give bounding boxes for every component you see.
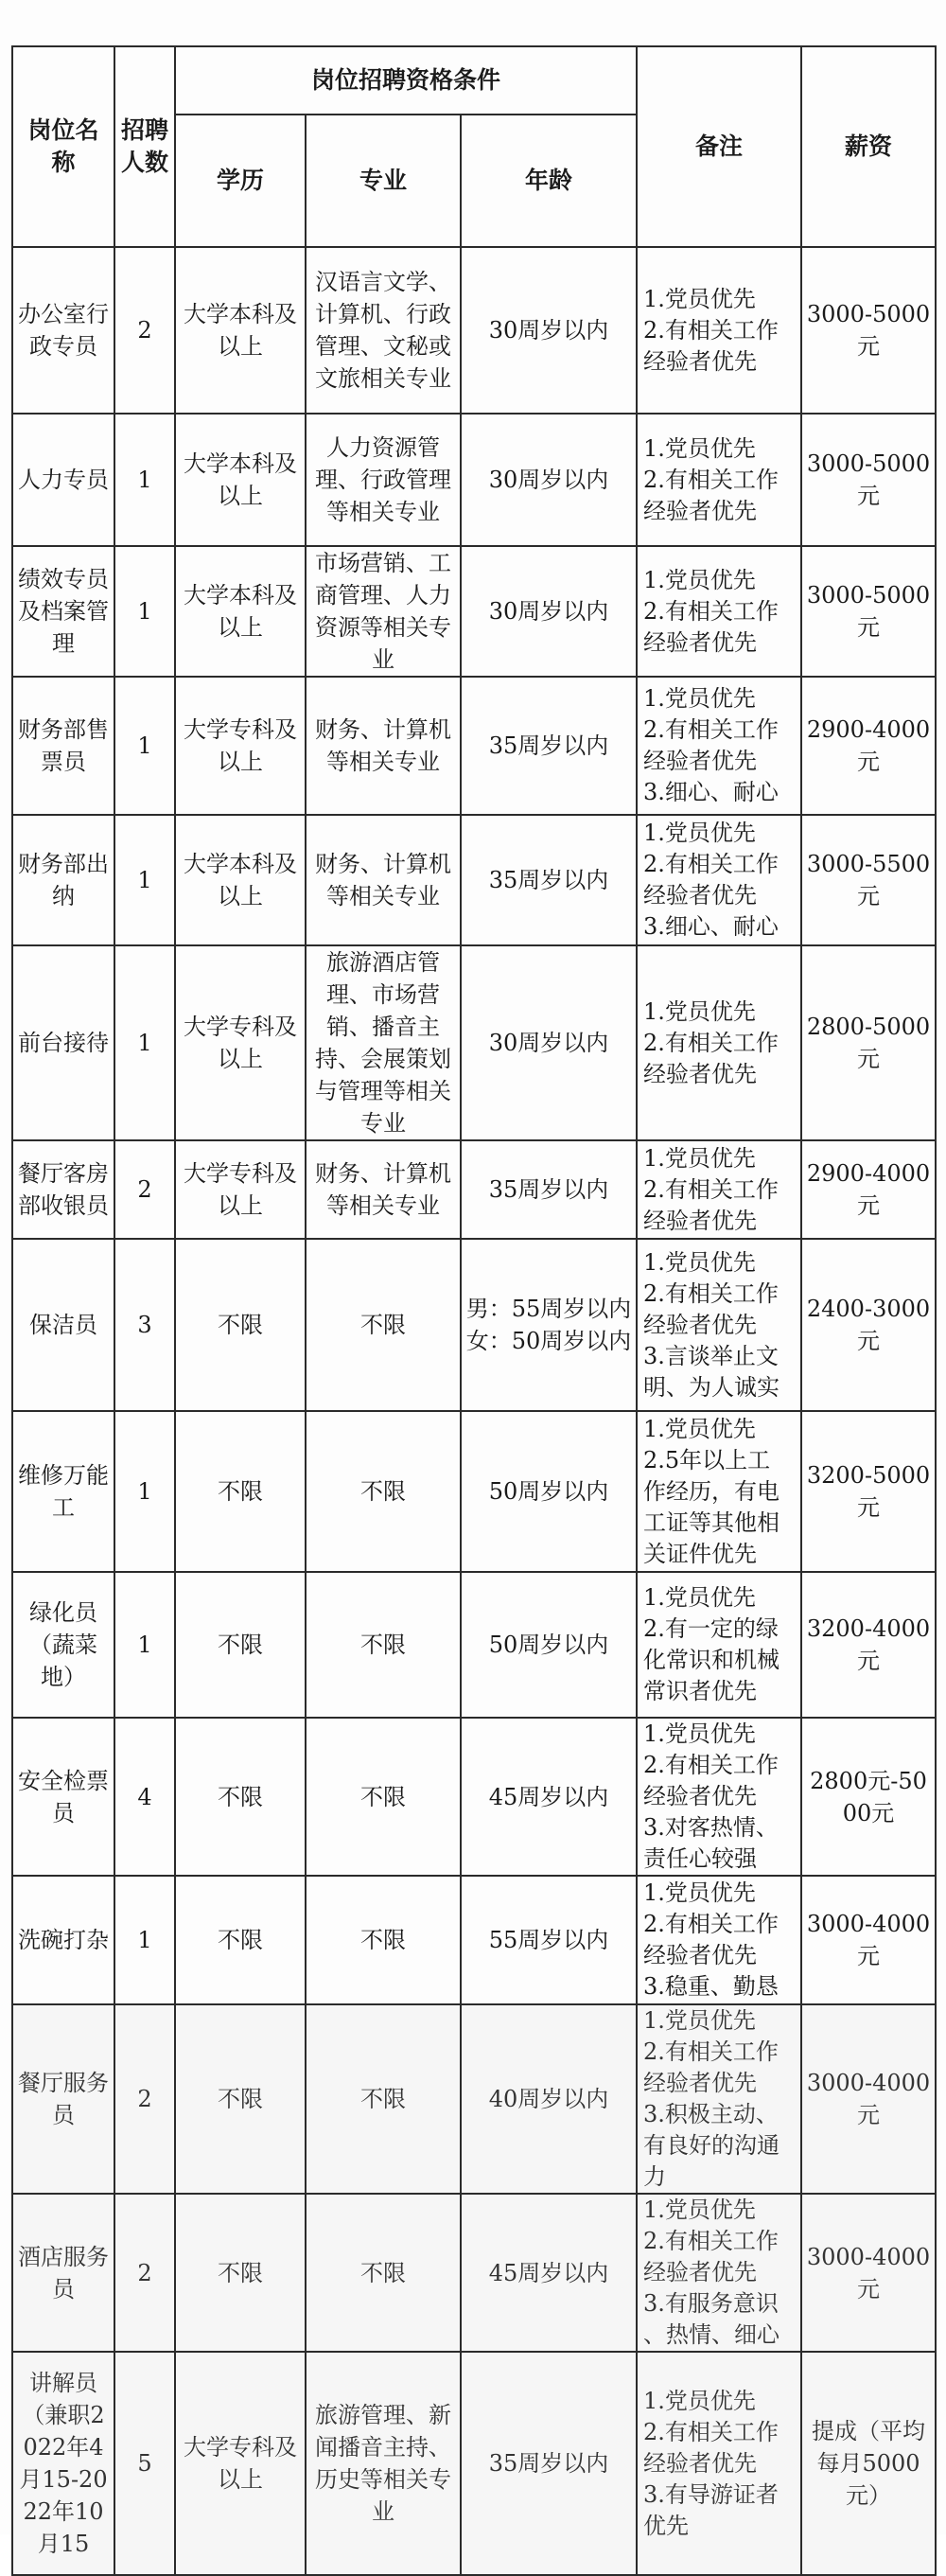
remark-line: 1.党员优先 (643, 285, 756, 312)
header-education: 学历 (175, 115, 306, 247)
remark-line: 2.有相关工作 (643, 597, 779, 625)
salary-cell: 3200-5000元 (801, 1411, 936, 1572)
remark-line: 1.党员优先 (643, 1584, 756, 1611)
position-cell: 安全检票员 (12, 1718, 114, 1876)
age-cell: 50周岁以内 (461, 1572, 637, 1718)
headcount-cell: 2 (114, 1140, 175, 1239)
remark-line: 2.有相关工作 (643, 1175, 779, 1203)
remark-line: 工证等其他相 (643, 1509, 780, 1536)
age-cell: 55周岁以内 (461, 1876, 637, 2004)
remark-line: 2.有相关工作 (643, 1029, 779, 1056)
remark-line: 优先 (643, 2512, 690, 2539)
education-cell: 不限 (175, 1718, 306, 1876)
headcount-cell: 5 (114, 2352, 175, 2575)
education-cell: 大学本科及以上 (175, 546, 306, 677)
remark-line: 2.5年以上工 (643, 1446, 771, 1473)
remark-line: 2.有相关工作 (643, 2418, 779, 2445)
education-cell: 不限 (175, 1239, 306, 1411)
remark-line: 1.党员优先 (643, 685, 756, 712)
remark-line: 1.党员优先 (643, 2007, 756, 2034)
remark-line: 、热情、细心 (643, 2321, 780, 2348)
remark-line: 经验者优先 (643, 1207, 758, 1234)
headcount-cell: 3 (114, 1239, 175, 1411)
remark-line: 1.党员优先 (643, 1144, 756, 1172)
education-cell: 大学专科及以上 (175, 2352, 306, 2575)
remarks-cell (637, 247, 801, 414)
remark-line: 2.有相关工作 (643, 1752, 779, 1778)
remark-line: 作经历，有电 (643, 1477, 780, 1505)
remark-line: 2.有相关工作 (643, 316, 779, 344)
education-cell: 不限 (175, 1572, 306, 1718)
remarks-cell (637, 945, 801, 1140)
remark-line: 1.党员优先 (643, 434, 756, 462)
remarks-cell (637, 1411, 801, 1572)
age-cell: 35周岁以内 (461, 2352, 637, 2575)
remark-line: 经验者优先 (643, 2070, 758, 2096)
table-row (12, 1411, 936, 1572)
remark-line: 1.党员优先 (643, 566, 756, 593)
remarks-cell (637, 2004, 801, 2194)
table-row (12, 1239, 936, 1411)
age-cell: 50周岁以内 (461, 1411, 637, 1572)
headcount-cell: 1 (114, 1572, 175, 1718)
salary-cell: 3000-4000元 (801, 2004, 936, 2194)
remark-line: 有良好的沟通 (643, 2132, 780, 2159)
headcount-cell: 1 (114, 546, 175, 677)
header-qualifications: 岗位招聘资格条件 (175, 46, 637, 115)
remarks-cell (637, 414, 801, 546)
remarks-cell (637, 2194, 801, 2352)
age-cell: 30周岁以内 (461, 414, 637, 546)
remarks-cell (637, 1140, 801, 1239)
remarks-cell (637, 677, 801, 815)
salary-cell: 3200-4000元 (801, 1572, 936, 1718)
position-cell: 餐厅服务员 (12, 2004, 114, 2194)
age-cell: 30周岁以内 (461, 945, 637, 1140)
major-cell: 财务、计算机等相关专业 (306, 815, 461, 945)
major-cell: 财务、计算机等相关专业 (306, 1140, 461, 1239)
remark-line: 3.言谈举止文 (643, 1342, 779, 1369)
headcount-cell: 1 (114, 677, 175, 815)
remark-line: 经验者优先 (643, 748, 758, 774)
remark-line: 经验者优先 (643, 2259, 758, 2285)
salary-cell: 2800元-5000元 (801, 1718, 936, 1876)
remark-line: 2.有相关工作 (643, 466, 779, 493)
remark-line: 经验者优先 (643, 1783, 758, 1809)
table-row (12, 1876, 936, 2004)
table-row (12, 2194, 936, 2352)
remark-line: 2.有相关工作 (643, 2038, 779, 2065)
headcount-cell: 1 (114, 1876, 175, 2004)
table-row (12, 1140, 936, 1239)
salary-cell: 3000-4000元 (801, 1876, 936, 2004)
remark-line: 3.细心、耐心 (643, 913, 779, 940)
table-row (12, 677, 936, 815)
recruitment-table (11, 45, 937, 2576)
major-cell: 不限 (306, 2194, 461, 2352)
remarks-cell (637, 1718, 801, 1876)
position-cell: 讲解员（兼职2022年4月15-2022年10月15 (12, 2352, 114, 2575)
remark-line: 1.党员优先 (643, 997, 756, 1025)
education-cell: 不限 (175, 2004, 306, 2194)
position-cell: 财务部出纳 (12, 815, 114, 945)
remark-line: 经验者优先 (643, 628, 758, 656)
remarks-cell (637, 1876, 801, 2004)
headcount-cell: 1 (114, 815, 175, 945)
major-cell: 旅游管理、新闻播音主持、历史等相关专业 (306, 2352, 461, 2575)
age-cell: 30周岁以内 (461, 546, 637, 677)
major-cell: 市场营销、工商管理、人力资源等相关专业 (306, 546, 461, 677)
remarks-cell (637, 2352, 801, 2575)
remark-line: 责任心较强 (643, 1845, 758, 1872)
major-cell: 财务、计算机等相关专业 (306, 677, 461, 815)
remark-line: 2.有相关工作 (643, 2228, 779, 2254)
remark-line: 经验者优先 (643, 882, 758, 909)
education-cell: 大学专科及以上 (175, 1140, 306, 1239)
salary-cell: 2400-3000元 (801, 1239, 936, 1411)
remark-line: 1.党员优先 (643, 1415, 756, 1442)
remark-line: 经验者优先 (643, 347, 758, 375)
remark-line: 2.有相关工作 (643, 1279, 779, 1307)
age-cell: 男：55周岁以内女：50周岁以内 (461, 1239, 637, 1411)
major-cell: 不限 (306, 1718, 461, 1876)
age-cell: 35周岁以内 (461, 1140, 637, 1239)
remarks-cell (637, 1572, 801, 1718)
position-cell: 前台接待 (12, 945, 114, 1140)
remark-line: 明、为人诚实 (643, 1373, 780, 1401)
headcount-cell: 1 (114, 945, 175, 1140)
education-cell: 大学本科及以上 (175, 247, 306, 414)
salary-cell: 3000-5000元 (801, 247, 936, 414)
remark-line: 经验者优先 (643, 2449, 758, 2477)
remark-line: 1.党员优先 (643, 1879, 756, 1906)
remark-line: 3.积极主动、 (643, 2101, 779, 2127)
age-cell: 40周岁以内 (461, 2004, 637, 2194)
remark-line: 2.有一定的绿 (643, 1615, 779, 1642)
header-major: 专业 (306, 115, 461, 247)
remark-line: 1.党员优先 (643, 820, 756, 846)
education-cell: 大学专科及以上 (175, 945, 306, 1140)
position-cell: 餐厅客房部收银员 (12, 1140, 114, 1239)
remark-line: 经验者优先 (643, 497, 758, 524)
remark-line: 2.有相关工作 (643, 851, 779, 877)
header-age: 年龄 (461, 115, 637, 247)
headcount-cell: 2 (114, 2004, 175, 2194)
major-cell: 人力资源管理、行政管理等相关专业 (306, 414, 461, 546)
table-row (12, 945, 936, 1140)
position-cell: 绿化员（蔬菜地） (12, 1572, 114, 1718)
remark-line: 2.有相关工作 (643, 716, 779, 743)
remarks-cell (637, 1239, 801, 1411)
remark-line: 3.稳重、勤恳 (643, 1973, 779, 2000)
major-cell: 不限 (306, 2004, 461, 2194)
remark-line: 1.党员优先 (643, 2197, 756, 2223)
age-cell: 45周岁以内 (461, 1718, 637, 1876)
position-cell: 酒店服务员 (12, 2194, 114, 2352)
table-row (12, 546, 936, 677)
table-row (12, 2352, 936, 2575)
table-row (12, 247, 936, 414)
table-row (12, 1572, 936, 1718)
position-cell: 维修万能工 (12, 1411, 114, 1572)
education-cell: 不限 (175, 2194, 306, 2352)
age-cell: 45周岁以内 (461, 2194, 637, 2352)
major-cell: 不限 (306, 1876, 461, 2004)
headcount-cell: 2 (114, 2194, 175, 2352)
header-position: 岗位名称 (12, 46, 114, 247)
remark-line: 1.党员优先 (643, 1248, 756, 1276)
major-cell: 不限 (306, 1239, 461, 1411)
table-row (12, 1718, 936, 1876)
salary-cell: 2800-5000元 (801, 945, 936, 1140)
headcount-cell: 1 (114, 1411, 175, 1572)
remark-line: 3.对客热情、 (643, 1814, 779, 1841)
remarks-cell (637, 815, 801, 945)
position-cell: 人力专员 (12, 414, 114, 546)
headcount-cell: 2 (114, 247, 175, 414)
remark-line: 力 (643, 2163, 667, 2190)
remark-line: 化常识和机械 (643, 1647, 780, 1673)
remark-line: 3.细心、耐心 (643, 779, 779, 805)
age-cell: 35周岁以内 (461, 677, 637, 815)
position-cell: 办公室行政专员 (12, 247, 114, 414)
salary-cell: 3000-5000元 (801, 414, 936, 546)
remark-line: 3.有导游证者 (643, 2480, 779, 2508)
remark-line: 1.党员优先 (643, 1720, 756, 1747)
salary-cell: 2900-4000元 (801, 1140, 936, 1239)
salary-cell: 提成（平均每月5000元） (801, 2352, 936, 2575)
remark-line: 2.有相关工作 (643, 1911, 779, 1937)
table-row (12, 2004, 936, 2194)
major-cell: 汉语言文学、计算机、行政管理、文秘或文旅相关专业 (306, 247, 461, 414)
major-cell: 不限 (306, 1411, 461, 1572)
header-headcount: 招聘人数 (114, 46, 175, 247)
remark-line: 经验者优先 (643, 1060, 758, 1087)
remark-line: 3.有服务意识 (643, 2290, 779, 2317)
major-cell: 旅游酒店管理、市场营销、播音主持、会展策划与管理等相关专业 (306, 945, 461, 1140)
salary-cell: 3000-5000元 (801, 546, 936, 677)
major-cell: 不限 (306, 1572, 461, 1718)
headcount-cell: 1 (114, 414, 175, 546)
education-cell: 不限 (175, 1876, 306, 2004)
education-cell: 大学本科及以上 (175, 815, 306, 945)
salary-cell: 3000-5500元 (801, 815, 936, 945)
header-salary: 薪资 (801, 46, 936, 247)
remark-line: 常识者优先 (643, 1678, 758, 1704)
position-cell: 保洁员 (12, 1239, 114, 1411)
salary-cell: 2900-4000元 (801, 677, 936, 815)
header-remarks: 备注 (637, 46, 801, 247)
position-cell: 绩效专员及档案管理 (12, 546, 114, 677)
table-row (12, 414, 936, 546)
age-cell: 35周岁以内 (461, 815, 637, 945)
table-body (12, 247, 936, 2575)
salary-cell: 3000-4000元 (801, 2194, 936, 2352)
education-cell: 大学专科及以上 (175, 677, 306, 815)
remark-line: 1.党员优先 (643, 2387, 756, 2414)
remark-line: 关证件优先 (643, 1540, 758, 1567)
education-cell: 大学本科及以上 (175, 414, 306, 546)
table-row (12, 815, 936, 945)
headcount-cell: 4 (114, 1718, 175, 1876)
remark-line: 经验者优先 (643, 1311, 758, 1338)
position-cell: 洗碗打杂 (12, 1876, 114, 2004)
remarks-cell (637, 546, 801, 677)
position-cell: 财务部售票员 (12, 677, 114, 815)
remark-line: 经验者优先 (643, 1942, 758, 1968)
age-cell: 30周岁以内 (461, 247, 637, 414)
education-cell: 不限 (175, 1411, 306, 1572)
